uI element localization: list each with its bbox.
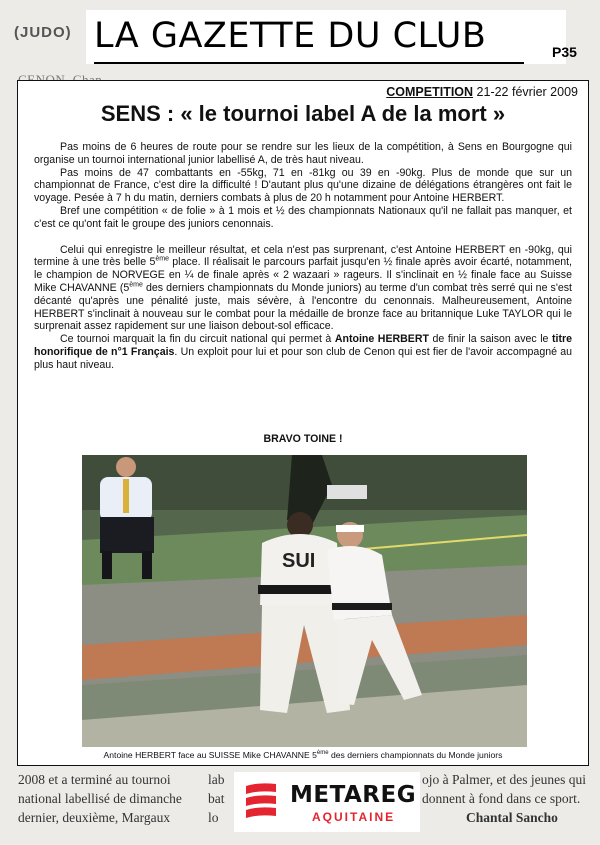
background-text-line: donnent à fond dans ce sport.: [422, 791, 581, 806]
background-text-line: national labellisé de dimanche: [18, 791, 182, 806]
background-text-line: ojo à Palmer, et des jeunes qui: [422, 772, 587, 787]
masthead-title: LA GAZETTE DU CLUB: [94, 16, 487, 56]
masthead: [86, 10, 566, 64]
dateline: [386, 85, 578, 99]
headline: SENS : « le tournoi label A de la mort »: [100, 101, 506, 126]
paragraph: Celui qui enregistre le meilleur résultat, et cela n'est pas surprenant, c'est Antoine HERBERT en -90kg, qui termine à une très belle 5ème place. Il réalisait le parcours parfait jusqu'en ½ finale après avoir écarté, notamment, le champion de NORVEGE en ¼ de finale après « 2 wazaari » rageurs. Il s'inclinait en ½ finale face au Suisse Mike CHAVANNE (5ème des derniers championnats du Monde juniors) au terme d'un combat très serré qui ne s'est décanté qu'après une pénalité juste, mais sévère, à l'encontre du cenonnais. Malheureusement, Antoine HERBERT s'inclinait à nouveau sur le combat pour la médaille de bronze face au britannique Luke TAYLOR qui le surprenait assez rapidement sur une liaison debout-sol efficace.: [34, 243, 573, 333]
background-text-line: bat: [208, 791, 225, 806]
metareg-logo-icon: [242, 782, 280, 824]
photo-caption: Antoine HERBERT face au SUISSE Mike CHAVANNE 5ème des derniers championnats du Monde juniors: [103, 750, 503, 760]
section-label: COMPETITION: [386, 85, 474, 99]
back-patch-text: SUI: [282, 550, 316, 572]
background-text-line: lab: [208, 772, 225, 787]
article-card: [17, 80, 589, 766]
logo-name: METAREG: [290, 782, 417, 808]
background-text-line: dernier, deuxième, Margaux: [18, 810, 171, 825]
background-text-line: 2008 et a terminé au tournoi: [18, 772, 171, 787]
background-text-line: lo: [208, 810, 219, 825]
page-number: P35: [552, 44, 577, 60]
paragraph: Bref une compétition « de folie » à 1 mois et ½ des championnats Nationaux qu'il ne fallait pas manquer, et c'est ce qu'ont fait le groupe des juniors cenonnais.: [34, 204, 572, 230]
judo-match-photo: [82, 455, 527, 747]
background-byline: Chantal Sancho: [466, 810, 558, 825]
paragraph: Pas moins de 47 combattants en -55kg, 71 en -81kg ou 39 en -90kg. Plus de monde que sur un championnat de France, c'est dire la difficulté ! D'autant plus qu'une dizaine de délégations étrangères ont fait le voyage. Pesée à 7 h du matin, derniers combats à plus de 20 h notamment pour Antoine HERBERT.: [34, 166, 572, 205]
paragraph: Pas moins de 6 heures de route pour se rendre sur les lieux de la compétition, à Sens en Bourgogne qui organise un tournoi international junior labellisé A, de très haut niveau.: [34, 141, 572, 166]
metareg-logo: [234, 772, 420, 832]
bravo-line: BRAVO TOINE !: [263, 433, 343, 445]
article-body: [34, 141, 572, 372]
paragraph: Ce tournoi marquait la fin du circuit national qui permet à Antoine HERBERT de finir la saison avec le titre honorifique de n°1 Français. Un exploit pour lui et pour son club de Cenon qui est fier de l'avoir accompagné au plus haut niveau.: [34, 333, 572, 371]
logo-subtitle: AQUITAINE: [312, 810, 396, 824]
masthead-underline: [94, 62, 524, 64]
section-tag: (JUDO): [14, 24, 72, 41]
event-date: 21-22 février 2009: [473, 85, 578, 99]
judo-match-illustration: [82, 455, 527, 747]
